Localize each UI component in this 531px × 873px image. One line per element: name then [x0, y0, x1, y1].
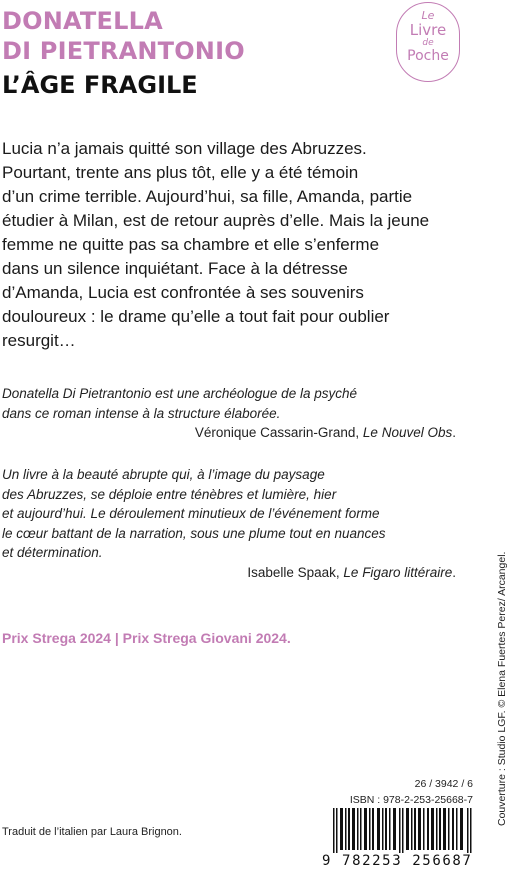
synopsis	[2, 137, 430, 353]
catalog-codes	[350, 776, 473, 808]
cover-credit: Couverture : Studio LGF. © Elena Fuertes Perez/ Arcangel.	[496, 551, 508, 826]
livre-de-poche-logo	[396, 2, 460, 82]
prize-line: Prix Strega 2024 | Prix Strega Giovani 2024.	[2, 630, 291, 646]
synopsis-line: Pourtant, trente ans plus tôt, elle y a été témoin	[2, 163, 359, 182]
publication-name: Le Figaro littéraire	[343, 564, 453, 580]
quote-attribution	[2, 563, 462, 583]
quote-line: et détermination.	[2, 545, 103, 560]
critic-name: Isabelle Spaak,	[247, 564, 344, 580]
catalog-code: 26 / 3942 / 6	[414, 778, 473, 790]
press-quote-figaro	[2, 465, 462, 582]
logo-line-1: Le	[421, 9, 435, 22]
synopsis-line: dans un silence inquiétant. Face à la détresse	[2, 259, 348, 278]
logo-line-2: Livre	[409, 21, 447, 39]
synopsis-line: douloureux : le drame qu’elle a tout fait pour oublier	[2, 307, 390, 326]
synopsis-line: étudier à Milan, est de retour auprès d’elle. Mais la jeune	[2, 211, 430, 230]
quote-line: des Abruzzes, se déploie entre ténèbres et lumière, hier	[2, 486, 337, 502]
author-line-1: DONATELLA	[2, 7, 163, 35]
press-quote-nouvel-obs	[2, 384, 462, 443]
logo-line-3: de	[422, 38, 434, 48]
synopsis-line: femme ne quitte pas sa chambre et elle s’enferme	[2, 235, 380, 254]
synopsis-line: resurgit…	[2, 331, 76, 350]
synopsis-line: Lucia n’a jamais quitté son village des Abruzzes.	[2, 139, 367, 158]
quote-line: Un livre à la beauté abrupte qui, à l’image du paysage	[2, 467, 325, 482]
author-line-2: DI PIETRANTONIO	[2, 37, 245, 65]
translator-credit: Traduit de l’italien par Laura Brignon.	[2, 826, 182, 838]
critic-name: Véronique Cassarin-Grand,	[194, 425, 363, 440]
barcode-number: 9 782253 256687	[322, 853, 473, 869]
quote-line: le cœur battant de la narration, sous une plume tout en nuances	[2, 525, 386, 541]
quote-line: et aujourd’hui. Le déroulement minutieux de l’événement forme	[2, 506, 380, 521]
attribution-end: .	[452, 564, 456, 580]
book-title: L’ÂGE FRAGILE	[2, 71, 198, 99]
isbn: ISBN : 978-2-253-25668-7	[349, 794, 473, 806]
synopsis-line: d’un crime terrible. Aujourd’hui, sa fille, Amanda, partie	[2, 187, 413, 206]
quote-attribution	[2, 423, 462, 443]
attribution-end: .	[452, 425, 456, 440]
quote-line: Donatella Di Pietrantonio est une archéologue de la psyché	[2, 386, 357, 401]
synopsis-line: d’Amanda, Lucia est confrontée à ses souvenirs	[2, 283, 364, 302]
author-name	[2, 6, 245, 66]
quote-line: dans ce roman intense à la structure élaborée.	[2, 405, 281, 421]
logo-line-4: Poche	[407, 48, 449, 64]
barcode-bars	[333, 808, 473, 854]
publication-name: Le Nouvel Obs	[362, 425, 453, 440]
barcode-digits	[322, 853, 474, 869]
